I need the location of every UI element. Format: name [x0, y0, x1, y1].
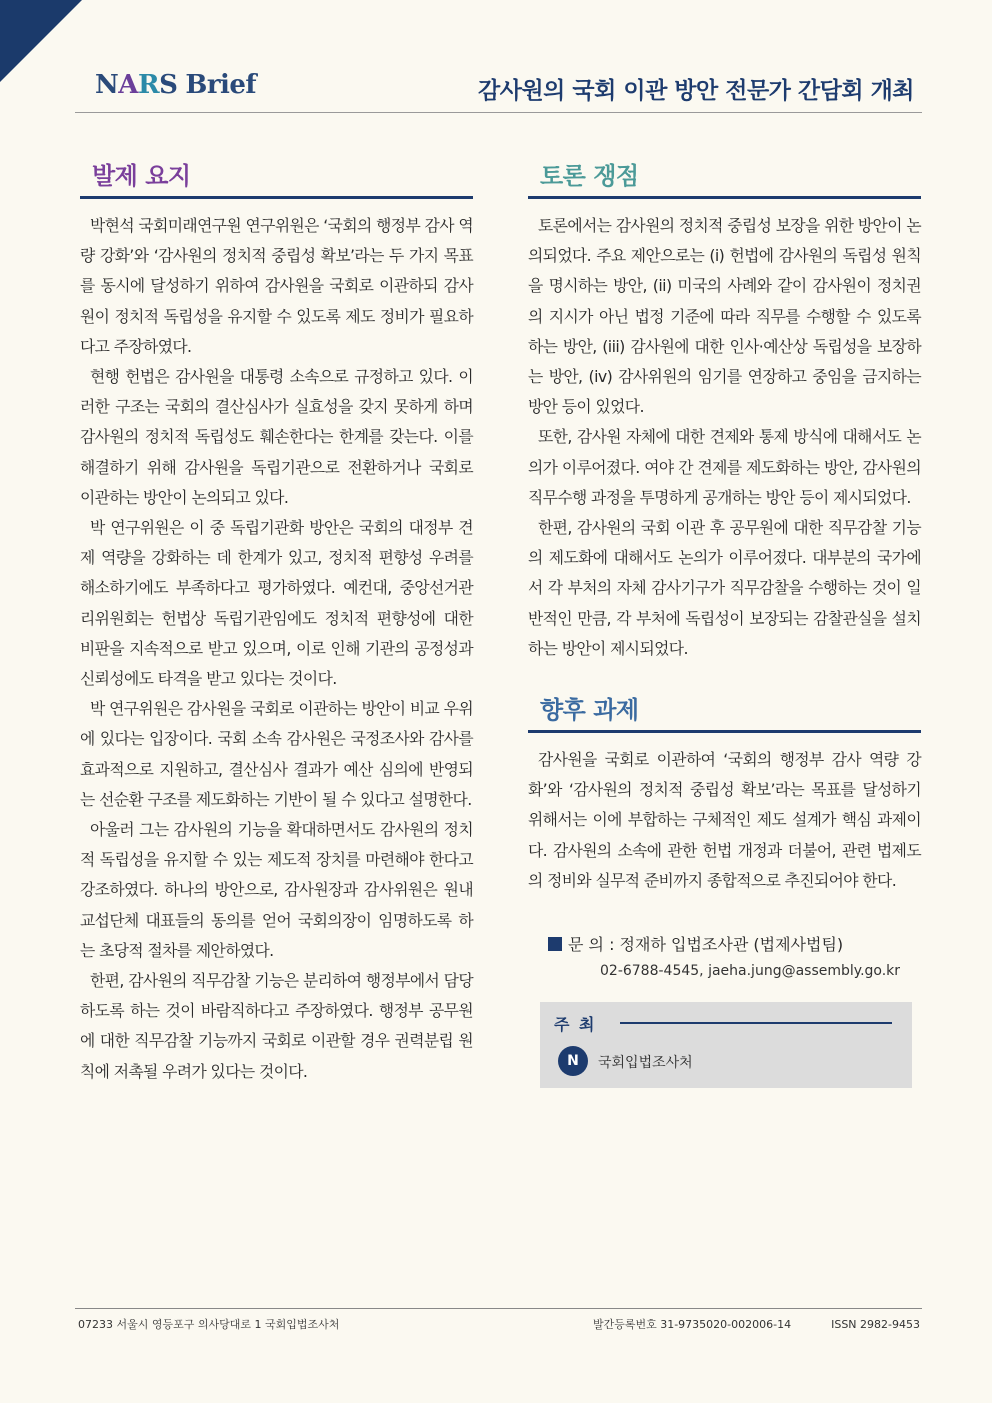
- contact-detail: 02-6788-4545, jaeha.jung@assembly.go.kr: [600, 963, 901, 980]
- paragraph: 박현석 국회미래연구원 연구위원은 ‘국회의 행정부 감사 역량 강화’와 ‘감사원의 정치적 중립성 확보’라는 두 가지 목표를 동시에 달성하기 위하여 감사원을 국회로 이관하되 감사원이 정치적 독립성을 유지할 수 있도록 제도 정비가 필요하다고 주장하였다.: [80, 216, 473, 356]
- page-title: 감사원의 국회 이관 방안 전문가 간담회 개최: [478, 78, 914, 104]
- section-heading-presentation: 발제 요지: [92, 162, 191, 190]
- logo-r: R: [137, 70, 160, 100]
- footer-divider: [75, 1308, 922, 1309]
- square-bullet-icon: [548, 937, 562, 951]
- section-rule: [528, 196, 921, 199]
- contact-label: 문 의 : 정재하 입법조사관 (법제사법팀): [568, 935, 844, 955]
- nars-brief-logo: [95, 70, 256, 100]
- host-divider: [620, 1022, 892, 1024]
- section-heading-discussion: 토론 쟁점: [540, 162, 639, 190]
- assembly-emblem-icon: N: [558, 1046, 588, 1076]
- logo-a: A: [118, 70, 138, 100]
- host-name: 국회입법조사처: [598, 1055, 693, 1072]
- host-box: [540, 1002, 912, 1088]
- paragraph: 토론에서는 감사원의 정치적 중립성 보장을 위한 방안이 논의되었다. 주요 제안으로는 (i) 헌법에 감사원의 독립성 원칙을 명시하는 방안, (ii) 미국의 사례와 같이 감사원이 정치권의 지시가 아닌 법정 기준에 따라 직무를 수행할 수 있도록 하는 방안, (iii) 감사원에 대한 인사·예산상 독립성을 보장하는 방안, (iv) 감사위원의 임기를 연장하고 중임을 금지하는 방안 등이 있었다.: [528, 216, 921, 417]
- presentation-body: [80, 211, 473, 1087]
- footer-publication-info: [553, 1316, 920, 1332]
- paragraph: 한편, 감사원의 국회 이관 후 공무원에 대한 직무감찰 기능의 제도화에 대해서도 논의가 이루어졌다. 대부분의 국가에서 각 부처의 자체 감사기구가 직무감찰을 수행하는 것이 일반적인 만큼, 각 부처에 독립성이 보장되는 감찰관실을 설치하는 방안이 제시되었다.: [528, 518, 921, 658]
- logo-n: N: [95, 70, 119, 100]
- paragraph: 아울러 그는 감사원의 기능을 확대하면서도 감사원의 정치적 독립성을 유지할 수 있는 제도적 장치를 마련해야 한다고 강조하였다. 하나의 방안으로, 감사원장과 감사위원은 원내교섭단체 대표들의 동의를 얻어 국회의장이 임명하도록 하는 초당적 절차를 제안하였다.: [80, 820, 473, 960]
- logo-s: S: [159, 70, 178, 100]
- header-divider: [75, 112, 922, 113]
- issn: ISSN 2982-9453: [831, 1318, 920, 1331]
- corner-triangle: [0, 0, 82, 82]
- discussion-body: [528, 211, 921, 664]
- section-rule: [80, 196, 473, 199]
- paragraph: 현행 헌법은 감사원을 대통령 소속으로 규정하고 있다. 이러한 구조는 국회의 결산심사가 실효성을 갖지 못하게 하며 감사원의 정치적 독립성도 훼손한다는 한계를 갖는다. 이를 해결하기 위해 감사원을 독립기관으로 전환하거나 국회로 이관하는 방안이 논의되고 있다.: [80, 367, 473, 507]
- paragraph: 또한, 감사원 자체에 대한 견제와 통제 방식에 대해서도 논의가 이루어졌다. 여야 간 견제를 제도화하는 방안, 감사원의 직무수행 과정을 투명하게 공개하는 방안 등이 제시되었다.: [528, 427, 921, 507]
- logo-brief: Brief: [185, 70, 257, 100]
- paragraph: 박 연구위원은 이 중 독립기관화 방안은 국회의 대정부 견제 역량을 강화하는 데 한계가 있고, 정치적 편향성 우려를 해소하기에도 부족하다고 평가하였다. 예컨대, 중앙선거관리위원회는 헌법상 독립기관임에도 정치적 편향성에 대한 비판을 지속적으로 받고 있으며, 이로 인해 기관의 공정성과 신뢰성에도 타격을 받고 있다는 것이다.: [80, 518, 473, 689]
- left-column: [80, 158, 473, 1087]
- future-tasks-body: [528, 745, 921, 896]
- section-heading-future-tasks: 향후 과제: [540, 696, 639, 725]
- right-column: [528, 158, 921, 1088]
- contact-info: [528, 932, 921, 984]
- paragraph: 한편, 감사원의 직무감찰 기능은 분리하여 행정부에서 담당하도록 하는 것이 바람직하다고 주장하였다. 행정부 공무원에 대한 직무감찰 기능까지 국회로 이관할 경우 권력분립 원칙에 저촉될 우려가 있다는 것이다.: [80, 971, 473, 1081]
- section-rule: [528, 730, 921, 733]
- registration-number: 발간등록번호 31-9735020-002006-14: [592, 1318, 792, 1331]
- host-label: 주 최: [554, 1015, 597, 1035]
- paragraph: 박 연구위원은 감사원을 국회로 이관하는 방안이 비교 우위에 있다는 입장이다. 국회 소속 감사원은 국정조사와 감사를 효과적으로 지원하고, 결산심사 결과가 예산 심의에 반영되는 선순환 구조를 제도화하는 기반이 될 수 있다고 설명한다.: [80, 699, 473, 809]
- footer-address: 07233 서울시 영등포구 의사당대로 1 국회입법조사처: [78, 1318, 340, 1331]
- paragraph: 감사원을 국회로 이관하여 ‘국회의 행정부 감사 역량 강화’와 ‘감사원의 정치적 중립성 확보’라는 목표를 달성하기 위해서는 이에 부합하는 구체적인 제도 설계가 핵심 과제이다. 감사원의 소속에 관한 헌법 개정과 더불어, 관련 법제도의 정비와 실무적 준비까지 종합적으로 추진되어야 한다.: [528, 750, 921, 890]
